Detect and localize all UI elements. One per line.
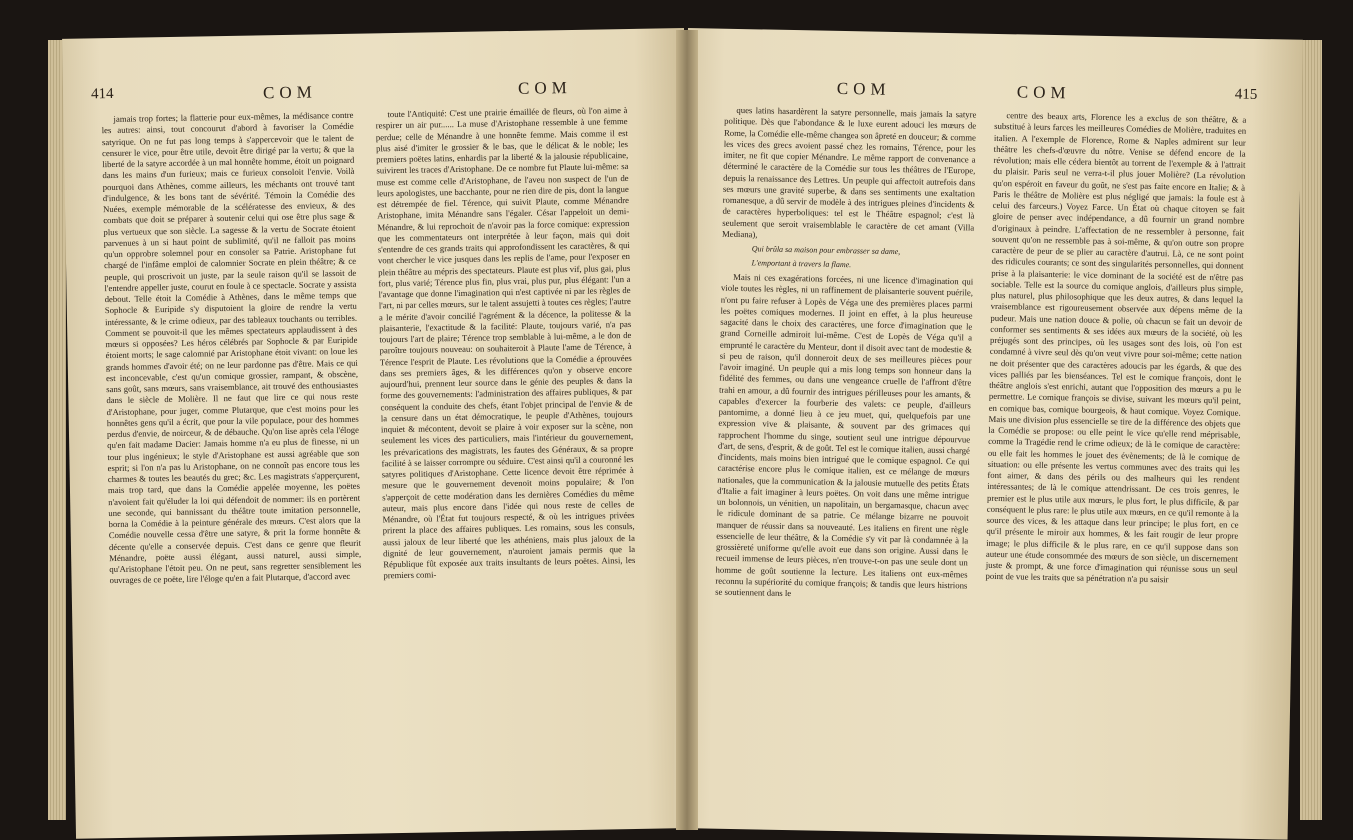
running-header-left-a: COM: [262, 82, 317, 103]
verse-line-1: Qui brûla sa maison pour embrasser sa dame,: [751, 244, 901, 257]
running-header-right-b: COM: [1016, 82, 1071, 103]
right-col2-text: centre des beaux arts, Florence les a exclus de son théâtre, & a substitué à leurs farces les meilleures Comédies de Molière, traduites en italien. A l'exemple de Florence, Rome & Naples admirent sur leur théâtre les chefs-d'œuvre du nôtre. Venise se défend encore de la révolution; mais elle cédera bientôt au torrent de l'exemple & à l'attrait du plaisir. Paris seul ne verra-t-il plus jouer Molière? (La révolution qu'on espéroit en faveur du goût, ne s'est pas faite encore en Italie; & à Paris le théâtre de Molière est plus négligé que jamais: la foule est à celui des farceurs.) Voyez Farce. Un État où chaque citoyen se fait gloire de penser avec indépendance, a dû fournir un grand nombre d'originaux à peindre. L'affectation de ne ressembler à personne, fait souvent qu'on ne ressemble pas à soi-même, & qu'on outre son propre caractère de peur de se plier au caractère d'autrui. Là, ce ne sont point des ridicules courants; ce sont des singularités personnelles, qui donnent prise à la plaisanterie: le vice dominant de la société est de n'être pas sociable. Telle est la source du comique anglois, d'ailleurs plus simple, plus naturel, plus philosophique que les deux autres, & dans lequel la vraisemblance est rigoureusement observée aux dépens même de la pudeur. Mais une nation douce & polie, où chacun se fait un devoir de conformer ses sentiments & ses idées aux mœurs de la société, où les préjugés sont des principes, où les usages sont des lois, où l'on est condamné à vivre seul dès qu'on veut vivre pour soi-même; cette nation ne doit présenter que des caractères adoucis par les égards, & que des vices palliés par les bienséances. Tel est le comique françois, dont le théâtre anglois s'est enrichi, autant que l'opposition des mœurs a pu le permettre. Le comique françois se divise, suivant les mœurs qu'il peint, en comique bas, comique bourgeois, & haut comique. Voyez Comique. Mais une division plus essencielle se tire de la différence des objets que la Comédie se propose: ou elle peint le vice qu'elle rend méprisable, comme la Tragédie rend le crime odieux; de là le comique de caractère: ou elle fait les hommes le jouet des évènements; de là le comique de situation: ou elle présente les vertus communes avec des traits qui les font aimer, & dans des périls ou des malheurs qui les rendent intéressantes; de là le comique attendrissant. De ces trois genres, le premier est le plus utile aux mœurs, le plus fort, le plus difficile, & par conséquent le plus rare: le plus utile aux mœurs, en ce qu'il remonte à la source des vices, & les attaque dans leur principe; le plus fort, en ce qu'il présente le miroir aux hommes, & les fait rougir de leur propre image; le plus difficile & le plus rare, en ce qu'il suppose dans son auteur une étude consommée des mœurs de son siècle, un discernement juste & prompt, & une force d'imagination qui réunisse sous un seul point de vue les traits que sa pénétration n'a pu saisir: [985, 110, 1247, 585]
right-column-1: [711, 105, 977, 822]
left-page: [62, 28, 698, 839]
running-header-left-b: COM: [517, 77, 572, 98]
right-page: [673, 28, 1303, 840]
page-number-right: 415: [1234, 86, 1258, 103]
verse-line-2: L'emportant à travers la flame.: [751, 258, 852, 270]
left-col2-text: toute l'Antiquité: C'est une prairie émaillée de fleurs, où l'on aime à respirer un air pur...... La muse d'Aristophane ressemble à une femme perdue; celle de Ménandre à une honnête femme. Mais comme il est plus aisé d'imiter le grossier & le bas, que le délicat & le noble; les premiers poëtes latins, enhardis par la liberté & la jalousie républicaine, suivirent les traces d'Aristophane. De ce nombre fut Plaute lui-même: sa muse est comme celle d'Aristophane, de l'aveu non suspect de l'un de leurs apologistes, une bacchante, pour ne rien dire de pis, dont la langue est détrempée de fiel. Térence, qui suivit Plaute, comme Ménandre Aristophane, imita Ménandre sans l'égaler. César l'appeloit un demi-Ménandre, & lui reprochoit de n'avoir pas la force comique: expression que les commentateurs ont interprétée à leur façon, mais qui doit s'entendre de ces grands traits qui approfondissent les caractères, & qui vont chercher le vice jusques dans les replis de l'ame, pour l'exposer en plein théâtre au mépris des spectateurs. Plaute est plus vif, plus gai, plus fort, plus varié; Térence plus fin, plus vrai, plus pur, plus élégant: l'un a l'avantage que donne l'imagination qui n'est captivée ni par les règles de l'art, ni par celles mœurs, sur le talent assujetti à toutes ces règles; l'autre a le mérite d'avoir concilié l'agrément & la décence, la politesse & la plaisanterie, l'exactitude & la facilité: Plaute, toujours varié, n'a pas toujours l'art de plaire; Térence trop semblable à lui-même, a le don de paroître toujours nouveau: on souhaiteroit à Plaute l'ame de Térence, à Térence l'esprit de Plaute. Les révolutions que la Comédie a éprouvées dans ses premiers âges, & les différences qu'on y observe encore aujourd'hui, prennent leur source dans le génie des peuples & dans la forme des gouvernements: l'administration des affaires publiques, & par conséquent la conduite des chefs, étant l'objet principal de l'envie & de la censure dans un état démocratique, le peuple d'Athènes, toujours inquiet & mécontent, devoit se plaire à voir exposer sur la scène, non seulement les vices des particuliers, mais l'intérieur du gouvernement, les prévarications des magistrats, les fautes des Généraux, & sa propre facilité à se laisser corrompre ou séduire. C'est ainsi qu'il a couronné les satyres politiques d'Aristophane. Cette licence devoit être réprimée à mesure que le gouvernement devenoit moins populaire; & l'on s'apperçoit de cette modération dans les dernières Comédies du même auteur, mais plus encore dans l'idée qui nous reste de celles de Ménandre, où l'État fut toujours respecté, & où les intrigues privées prirent la place des affaires publiques. Les romains, sous les consuls, aussi jaloux de leur liberté que les athéniens, mais plus jaloux de la dignité de leur gouvernement, n'auroient jamais permis que la République fût exposée aux traits insultants de leurs poëtes. Ainsi, les premiers comi-: [375, 105, 636, 581]
left-col1-text: jamais trop fortes; la flatterie pour eux-mêmes, la médisance contre les autres: ainsi, tout concourut d'abord à favoriser la Comédie satyrique. On ne fut pas long temps à s'appercevoir que le talent de censurer le vice, pour être utile, devoit être dirigé par la vertu; & que la liberté de la satyre accordée à un mal honnête homme, étoit un poignard dans les mains d'un furieux; mais ce furieux consoloit l'envie. Voilà pourquoi dans Athènes, comme ailleurs, les méchants ont trouvé tant d'indulgence, & les bons tant de sévérité. Témoin la Comédie des Nuées, exemple mémorable de la scélératesse des envieux, & des combats que doit se préparer à soutenir celui qui ose être plus sage & plus vertueux que son siècle. La sagesse & la vertu de Socrate étoient parvenues à un si haut point de sublimité, qu'il ne falloit pas moins qu'un opprobre solemnel pour en consoler sa Patrie. Aristophane fut chargé de l'infâme emploi de calomnier Socrate en plein théâtre; & ce peuple, qui proscrivoit un juste, par la seule raison qu'il se lassoit de l'entendre appeller juste, courut en foule à ce spectacle. Socrate y assista debout. Telle étoit la Comédie à Athènes, dans le même temps que Sophocle & Euripide s'y disputoient la gloire de rendre la vertu intéressante, & le crime odieux, par des tableaux touchants ou terribles. Comment se pouvoit-il que les mêmes spectateurs applaudissent à des mœurs si opposées? Les héros célébrés par Sophocle & par Euripide étoient morts; le sage calomnié par Aristophane étoit vivant: on loue les grands hommes d'avoir été; on ne leur pardonne pas d'être. Mais ce qui est inconcevable, c'est qu'un comique grossier, rampant, & obscène, sans goût, sans mœurs, sans vraisemblance, ait trouvé des enthousiastes dans le siècle de Molière. Il ne faut que lire ce qui nous reste d'Aristophane, pour juger, comme Plutarque, que c'est moins pour les honnêtes gens qu'il a écrit, que pour la vile populace, pour des hommes perdus d'envie, de noirceur, & de débauche. Qu'on lise après cela l'éloge qu'en fait madame Dacier: Jamais homme n'a eu plus de finesse, ni un tour plus ingénieux; le style d'Aristophane est aussi agréable que son esprit; si l'on n'a pas lu Aristophane, on ne connoît pas encore tous les charmes & toutes les beautés du grec; &c. Les magistrats s'apperçurent, mais trop tard, que dans la Comédie appelée moyenne, les poëtes n'avoient fait qu'éluder la loi qui défendoit de nommer: ils en portèrent une seconde, qui bannissant du théâtre toute imitation personnelle, borna la Comédie à la peinture générale des mœurs. C'est alors que la Comédie nouvelle cessa d'être une satyre, & prit la forme honnête & décente qu'elle a conservée depuis. C'est dans ce genre que fleurit Ménandre, poëte aussi élégant, aussi naturel, aussi simple, qu'Aristophane l'étoit peu. On ne peut, sans regretter sensiblement les ouvrages de ce poëte, lire l'éloge qu'en a fait Plutarque, d'accord avec: [101, 109, 362, 586]
right-page-edges: [1300, 40, 1322, 820]
running-header-right-a: COM: [836, 78, 891, 99]
page-number-left: 414: [90, 85, 114, 103]
left-column-1: [101, 110, 365, 826]
book-gutter: [676, 30, 698, 830]
right-column-2: [981, 110, 1247, 827]
right-col1b-text: Mais ni ces exagérations forcées, ni une licence d'imagination qui viole toutes les règles, ni un raffinement de plaisanterie souvent puérile, n'ont pu faire refuser à Lopès de Véga une des premières places parmi les poëtes comiques modernes. Il joint en effet, à la plus heureuse sagacité dans le choix des caractères, une force d'imagination que le grand Corneille admiroit lui-même. C'est de Lopès de Véga qu'il a emprunté le caractère du Menteur, dont il disoit avec tant de modestie & si peu de raison, qu'il donneroit deux de ses meilleures pièces pour l'avoir imaginé. Un peuple qui a mis long temps son honneur dans la fidélité des femmes, ou dans une vengeance cruelle de l'affront d'être trahi en amour, a dû fournir des intrigues périlleuses pour les amants, & capables d'exercer la fourberie des valets: ce peuple, d'ailleurs pantomime, a donné lieu à ce jeu muet, qui, quelquefois par une expression vive & plaisante, & souvent par des grimaces qui rapprochent l'homme du singe, soutient seul une intrigue dépourvue d'art, de sens, d'esprit, & de goût. Tel est le comique italien, aussi chargé d'incidents, mais moins bien intrigué que le comique espagnol. Ce qui caractérise encore plus le comique italien, est ce mélange de mœurs nationales, que la communication & la jalousie mutuelle des petits États d'Italie a fait imaginer à leurs poëtes. On voit dans une même intrigue un bolonnois, un vénitien, un napolitain, un bergamasque, chacun avec le ridicule dominant de sa patrie. Ce mélange bizarre ne pouvoit manquer de réussir dans sa nouveauté. Les italiens en firent une règle essencielle de leur théâtre, & la Comédie s'y vit par là condamnée à la grossièreté uniforme qu'elle avoit eue dans son origine. Aussi dans le recueil immense de leurs pièces, n'en trouve-t-on pas une seule dont un homme de goût soutienne la lecture. Les italiens ont eux-mêmes reconnu la supériorité du comique françois; & tandis que leurs histrions se soutiennent dans le: [715, 271, 974, 599]
right-col1-text: ques latins hasardèrent la satyre personnelle, mais jamais la satyre politique. Dès que l'abondance & le luxe eurent adouci les mœurs de Rome, la Comédie elle-même changea son âpreté en douceur; & comme les vices des grecs avoient passé chez les romains, Térence, pour les imiter, ne fit que copier Ménandre. Le même rapport de convenance a déterminé le caractère de la Comédie sur tous les théâtres de l'Europe, depuis la renaissance des Lettres. Un peuple qui affectoit autrefois dans ses mœurs une gravité superbe, & dans ses sentiments une exaltation romanesque, a dû servir de modèle à des intrigues pleines d'incidents & de caractères hyperboliques: tel est le Théâtre espagnol; c'est là seulement que seroit vraisemblable le caractère de cet amant (Villa Mediana),: [721, 104, 977, 240]
left-column-2: [375, 105, 639, 821]
